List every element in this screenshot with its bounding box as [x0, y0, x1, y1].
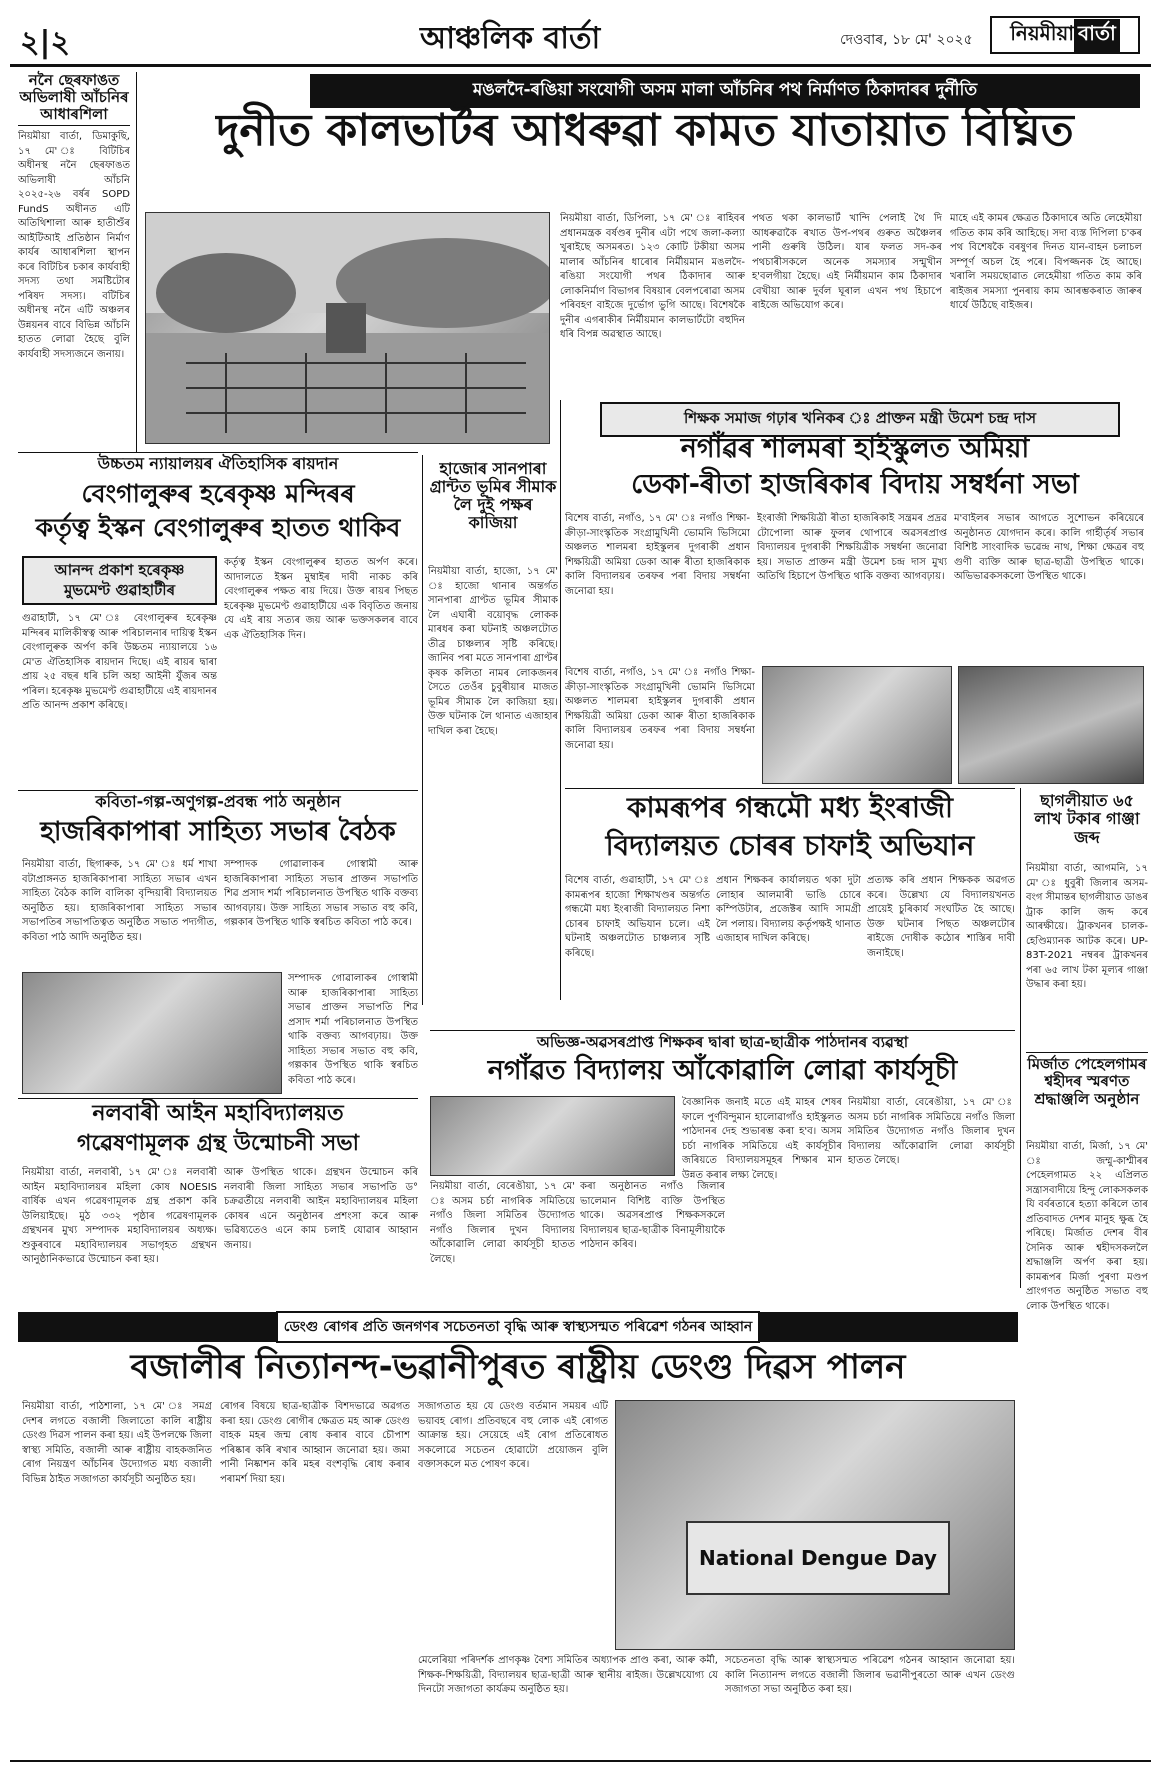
school-headline: নগাঁৱত বিদ্যালয় আঁকোৱালি লোৱা কাৰ্যসূচী [487, 1055, 958, 1086]
sahitya-col-1: নিয়মীয়া বাৰ্তা, ছিগাৰুক, ১৭ মে' ঃ ধৰ্ম শাখা বটাপ্ৰাঙ্গনত হাজৰিকাপাৰা সাহিত্য সভাৰ এখন সাহিত্য বৈঠক কালি বালিকা বৃন্দিয়াৰী বিদ্যালয়ত অনুষ্ঠিত হয়। হাজৰিকাপাৰা সাহিত্য সভাৰ সভাপতিৰ সভাপতিত্বত অনুষ্ঠিত সভাত পদ্যগীত, কবিতা পাঠ আদি অনুষ্ঠিত হয়। [22, 859, 217, 943]
school-col-3: বৈজ্ঞানিক জনাই মতে এই মাহৰ শেষৰ ফালে পুৰ্ণবিন্দুমান হালোৱাগাঁও হাইস্কুলত পাঠদানৰ দেহ শুভাৰম্ভ কৰা হ'ব। অসম চৰ্চা নাগৰিক সমিতিয়ে এই কাৰ্যসূচীৰ জৰিয়তে বিদ্যালয়সমূহৰ শিক্ষাৰ মান উন্নত কৰাৰ লক্ষ্য লৈছে। [682, 1097, 842, 1181]
iskcon-subhead: আনন্দ প্ৰকাশ হৰেকৃষ্ণ মুভমেণ্ট গুৱাহাটীৰ [22, 556, 217, 605]
iskcon-headline-2: কৰ্তৃত্ব ইস্কন বেংগালুৰুৰ হাতত থাকিব [35, 513, 401, 542]
dengue-banner-bar [18, 1312, 1018, 1342]
ganja-headline: ছাগলীয়াত ৬৫ লাখ টকাৰ গাঞ্জা জব্দ [1034, 791, 1140, 847]
top-banner: মঙলদৈ-ৰঙিয়া সংযোগী অসম মালা আঁচনিৰ পথ নিৰ্মাণত ঠিকাদাৰৰ দুৰ্নীতি [310, 74, 1140, 108]
section-rule [565, 788, 1015, 789]
iskcon-headline-1: বেংগালুৰুৰ হৰেকৃষ্ণ মন্দিৰৰ [81, 479, 355, 508]
masthead-rule [10, 64, 1151, 67]
lead-col-1: নিয়মীয়া বাৰ্তা, ডিপিলা, ১৭ মে' ঃ ৰাহিবৰ প্ৰধানমন্ত্ৰক বৰ্ষণ্ডৰ দুনীৰ এটা পথে জলা-কল্যা খুৰাইছে অসমৰত। ১২৩ কোটি টকীয়া অসম মালাৰ আঁচনিৰ ধাৰোৰ নিৰ্মীয়মান মঙলদৈ-ৰঙিয়া সংযোগী পথৰ ঠিকাদাৰ আৰু লোকনিৰ্মাণ বিভাগৰ বিষয়াৰ বেলপৰোৱা অসম পৰিবহণ বাইজে দুৰ্ভোগ ভুগি আছে। বিশেষকৈ দুনীৰ এগৰাকীৰ নিৰ্মীয়মান কালভাৰ্টটো বহুদিন ধৰি বিপন্ন অৱস্থাত আছে। [560, 213, 745, 340]
section-rule [18, 1098, 418, 1099]
school-col-4: নিয়মীয়া বাৰ্তা, বেৰেঙীয়া, ১৭ মে' ঃ অসম চৰ্চা নাগৰিক সমিতিয়ে নগাঁও জিলা সমিতিৰ উদ্যোগত নগাঁও জিলাৰ দুখন বিদ্যালয় আঁকোৱালি লোৱা কাৰ্যসূচী হাতত লৈছে। [848, 1097, 1015, 1166]
section-rule [18, 452, 418, 453]
dengue-caption-left: মেলেৰিয়া পৰিদৰ্শক প্ৰাণকৃষ্ণ বৈশ্য সমিতিৰ অধ্যাপক প্ৰাণ্ড কৰা, আৰু কৰ্মী, শিক্ষক-শিক্ষয়িত্ৰী, বিদ্যালয়ৰ ছাত্ৰ-ছাত্ৰী আৰু স্থানীয় ৰাইজ। উল্লেখযোগ্য যে দিনটো সজাগতা কাৰ্যক্ৰম অনুষ্ঠিত হয়। [418, 1655, 718, 1695]
iskcon-overline: উচ্চতম ন্যায়ালয়ৰ ঐতিহাসিক ৰায়দান [97, 454, 339, 473]
dengue-day-banner: National Dengue Day [686, 1521, 950, 1595]
ganja-body: নিয়মীয়া বাৰ্তা, আগমনি, ১৭ মে' ঃ ধুবুৰী জিলাৰ অসম-বংগ সীমান্তৰ ছাগলীয়াত ডাঙৰ ট্ৰাক কালি জব্দ কৰে আৰক্ষীয়ে। ট্ৰাকখনৰ চালক-হেণ্ডিম্যানক আটক কৰে। UP-83T-2021 নম্বৰৰ ট্ৰাকখনৰ পৰা ৬৫ লাখ টকা মূল্যৰ গাঞ্জা উদ্ধাৰ কৰা হয়। [1026, 863, 1148, 990]
teacher-banner: শিক্ষক সমাজ গঢ়াৰ খনিকৰ ঃ প্ৰাক্তন মন্ত্ৰী উমেশ চন্দ্ৰ দাস [600, 402, 1120, 437]
kamrup-headline-2: বিদ্যালয়ত চোৰৰ চাফাই অভিযান [605, 829, 975, 862]
section-rule [18, 790, 418, 791]
nalbari-headline-2: গৱেষণামূলক গ্ৰন্থ উন্মোচনী সভা [77, 1131, 359, 1156]
hazo-headline: হাজোৰ সানপাৰা গ্ৰান্টত ভূমিৰ সীমাক লৈ দুই পক্ষৰ কাজিয়া [429, 459, 557, 532]
sahitya-overline: কবিতা-গল্প-অণুগল্প-প্ৰবন্ধ পাঠ অনুষ্ঠান [95, 792, 341, 811]
logo-text-a: নিয়মীয়া [1010, 20, 1075, 45]
school-col-2: কৰা অনুষ্ঠানত নগাঁও জিলাৰ ভালেমান বিশিষ্ট ব্যক্তি উপস্থিত থাকে। অৱসৰপ্ৰাপ্ত শিক্ষকসকলে বিদ্যালয়ৰ ছাত্ৰ-ছাত্ৰীক বিনামূলীয়াকৈ পাঠদান কৰিব। [580, 1181, 725, 1250]
dengue-headline: বজালীৰ নিত্যানন্দ-ভৱানীপুৰত ৰাষ্ট্ৰীয় ডেংগু দিৱস পালন [130, 1347, 906, 1387]
section-rule [430, 1030, 1015, 1031]
nalbari-headline-1: নলবাৰী আইন মহাবিদ্যালয়ত [92, 1101, 344, 1126]
column-divider [422, 455, 423, 1005]
dengue-col-2: ৰোগৰ বিষয়ে ছাত্ৰ-ছাত্ৰীক বিশদভাৱে অৱগত কৰা হয়। ডেংগু ৰোগীৰ ক্ষেত্ৰত মহ আৰু ডেংগু বাহক মহৰ জন্ম ৰোধ কৰাৰ বাবে চৌপাশ পৰিষ্কাৰ কৰি ৰখাৰ আহ্বান জনোৱা হয়। জমা পানী নিষ্কাশন কৰি মহৰ বংশবৃদ্ধি ৰোধ কৰাৰ পৰামৰ্শ দিয়া হয়। [220, 1401, 410, 1485]
page-number: ২|২ [20, 25, 70, 60]
kamrup-col-2: প্ৰধান শিক্ষকৰ কাৰ্যালয়ত থকা দুটা লোহাৰ আলমাৰী ভাঙি চোৰে কম্পিউটাৰ, প্ৰজেক্টৰ আদি সামগ্ৰী লৈ পলায়। বিদ্যালয় কৰ্তৃপক্ষই থানাত এজাহাৰ দাখিল কৰিছে। [716, 875, 861, 944]
kamrup-col-1: বিশেষ বাৰ্তা, গুৱাহাটী, ১৭ মে' ঃ কামৰূপৰ হাজো শিক্ষাখণ্ডৰ অন্তৰ্গত গন্ধমৌ মধ্য ইংৰাজী বিদ্যালয়ত নিশা চোৰৰ চাফাই অভিযান চলে। এই ঘটনাই অঞ্চলটোত চাঞ্চল্যৰ সৃষ্টি কৰিছে। [565, 875, 710, 959]
column-divider [560, 400, 561, 1000]
farewell-photo-1 [762, 666, 952, 784]
nalbari-col-1: নিয়মীয়া বাৰ্তা, নলবাৰী, ১৭ মে' ঃ নলবাৰী আইন মহাবিদ্যালয়ৰ মহিলা কোষ NOESIS বাৰ্ষিক এখন গৱেষণামূলক গ্ৰন্থ প্ৰকাশ কৰি উলিয়াইছে। মুঠ ৩৩২ পৃষ্ঠাৰ গৱেষণামূলক গ্ৰন্থখনৰ মুখ্য সম্পাদক মহাবিদ্যালয়ৰ অধ্যক্ষ। শুকুৰবাৰে মহাবিদ্যালয়ৰ সভাগৃহত গ্ৰন্থখন আনুষ্ঠানিকভাৱে উন্মোচন কৰা হয়। [22, 1167, 217, 1265]
dengue-col-3: সজাগতাত হয় যে ডেংগু বৰ্তমান সময়ৰ এটি ভয়াবহ ৰোগ। প্ৰতিবছৰে বহু লোক এই ৰোগত আক্ৰান্ত হয়। সেয়েহে এই ৰোগ প্ৰতিৰোধত সকলোৱে সচেতন হোৱাটো প্ৰয়োজন বুলি বক্তাসকলে মত পোষণ কৰে। [418, 1401, 608, 1470]
sahitya-headline: হাজৰিকাপাৰা সাহিত্য সভাৰ বৈঠক [40, 817, 396, 847]
iskcon-col-1: গুৱাহাটী, ১৭ মে' ঃ বেংগালুৰুৰ হৰেকৃষ্ণ মন্দিৰৰ মালিকীস্বত্ব আৰু পৰিচালনাৰ দায়িত্ব ইস্কন বেংগালুৰুক অৰ্পণ কৰি উচ্চতম ন্যায়ালয়ে ১৬ মে'ত ঐতিহাসিক ৰায়দান দিছে। এই ৰায়ৰ দ্বাৰা প্ৰায় ২৫ বছৰ ধৰি চলি অহা আইনী যুঁজৰ অন্ত পৰিল। হৰেকৃষ্ণ মুভমেণ্ট গুৱাহাটীয়ে এই ৰায়দানৰ প্ৰতি আনন্দ প্ৰকাশ কৰিছে। [22, 613, 217, 711]
dengue-col-1: নিয়মীয়া বাৰ্তা, পাঠশালা, ১৭ মে' ঃ সমগ্ৰ দেশৰ লগতে বজালী জিলাতো কালি ৰাষ্ট্ৰীয় ডেংগু দিৱস পালন কৰা হয়। এই উপলক্ষে জিলা স্বাস্থ্য সমিতি, বজালী আৰু ৰাষ্ট্ৰীয় বাহকজনিত ৰোগ নিয়ন্ত্ৰণ আঁচনিৰ উদ্যোগত মধ্য বজালী বিভিন্ন ঠাইত সজাগতা কাৰ্যসূচী অনুষ্ঠিত হয়। [22, 1401, 212, 1485]
nonoi-body: নিয়মীয়া বাৰ্তা, ডিমাকুছি, ১৭ মে' ঃ বিটিচিৰ অধীনস্থ ননৈ ছেৰফাঙত অভিলাষী আঁচনি ২০২৫-২৬ বৰ্ষৰ SOPD FundS অধীনত এটি অতিথিশালা আৰু হাতীশুঁৰ আইটিআই প্ৰতিষ্ঠান নিৰ্মাণ কাৰ্যৰ আধাৰশিলা স্থাপন কৰে বিটিচিৰ চকাৰ কাৰ্যবাহী সদস্য তথা সমষ্টিটোৰ পৰিষদ সদস্য। বটিচিৰ অধীনস্থ ননৈ এটি অঞ্চলৰ উন্নয়নৰ বাবে বিভিন্ন আঁচনি হাতত লোৱা হৈছে বুলি কাৰ্যবাহী সদস্যজনে জনায়। [18, 131, 130, 360]
column-divider [1020, 788, 1021, 1288]
column-divider [136, 72, 137, 452]
iskcon-col-2: কৰ্তৃত্ব ইস্কন বেংগালুৰুৰ হাতত অৰ্পণ কৰে। আদালতে ইস্কন মুম্বাইৰ দাবী নাকচ কৰি বেংগালুৰুৰ পক্ষত ৰায় দিয়ে। উক্ত ৰায়ৰ পিছত হৰেকৃষ্ণ মুভমেণ্ট গুৱাহাটীয়ে এক বিবৃতিত জনায় যে এই ৰায় সত্যৰ জয় আৰু ভক্তসকলৰ বাবে এক ঐতিহাসিক দিন। [224, 557, 418, 641]
school-col-1: নিয়মীয়া বাৰ্তা, বেৰেঙীয়া, ১৭ মে' ঃ অসম চৰ্চা নাগৰিক সমিতিয়ে নগাঁও জিলা সমিতিৰ উদ্যোগত নগাঁও জিলাৰ দুখন বিদ্যালয় আঁকোৱালি লোৱা কাৰ্যসূচী হাতত লৈছে। [430, 1181, 575, 1265]
farewell-headline-1: নগাঁৱৰ শালমৰা হাইস্কুলত অমিয়া [680, 433, 1030, 464]
nonoi-headline-2: অভিলাষী আঁচনিৰ [19, 87, 129, 106]
nonoi-headline-3: আধাৰশিলা [18, 106, 130, 127]
farewell-col-1: বিশেষ বাৰ্তা, নগাঁও, ১৭ মে' ঃ নগাঁও শিক্ষা-ক্ৰীড়া-সাংস্কৃতিক সংগ্ৰামুখিনী ভোমনি ভিসিমো অঞ্চলত শালমৰা হাইস্কুলৰ দুগৰাকী প্ৰধান শিক্ষয়িত্ৰী অমিয়া ডেকা আৰু ৰীতা হাজৰিকাক কালি বিদ্যালয়ৰ তৰফৰ পৰা বিদায় সম্বৰ্ধনা জনোৱা হয়। [565, 513, 750, 597]
farewell-photo-2 [958, 666, 1144, 784]
footer-rule [10, 1760, 1151, 1762]
sahitya-col-2: সম্পাদক গোৱালাকৰ গোস্বামী আৰু হাজৰিকাপাৰা সাহিত্য সভাৰ প্ৰাক্তন সভাপতি শিৱ প্ৰসাদ শৰ্মা পৰিচালনাত উপস্থিত থাকি বক্তব্য আগবঢ়ায়। উক্ত সাহিত্য সভাৰ সভাত বহু কবি, গল্পকাৰ উপস্থিত থাকি স্বৰচিত কবিতা পাঠ কৰে। [224, 859, 418, 928]
sahitya-col-3: সম্পাদক গোৱালাকৰ গোস্বামী আৰু হাজৰিকাপাৰা সাহিত্য সভাৰ প্ৰাক্তন সভাপতি শিৱ প্ৰসাদ শৰ্মা পৰিচালনাত উপস্থিত থাকি বক্তব্য আগবঢ়ায়। উক্ত সাহিত্য সভাৰ সভাত বহু কবি, গল্পকাৰ উপস্থিত থাকি স্বৰচিত কবিতা পাঠ কৰে। [288, 973, 418, 1086]
logo-text-b: বাৰ্তা [1074, 19, 1120, 52]
hazo-body: নিয়মীয়া বাৰ্তা, হাজো, ১৭ মে' ঃ হাজো থানাৰ অন্তৰ্গত সানপাৰা গ্ৰাণ্টত ভূমিৰ সীমাক লৈ এঘাৰী বয়োবৃদ্ধ লোকক মাৰধৰ কৰা ঘটনাই অঞ্চলটোত তীব্ৰ চাঞ্চল্যৰ সৃষ্টি কৰিছে। জানিব পৰা মতে সানপাৰা গ্ৰাণ্টৰ কৃষক কলিতা নামৰ লোকজনৰ সৈতে তেওঁৰ চুবুৰীয়াৰ মাজত ভূমিৰ সীমাক লৈ কাজিয়া হয়। উক্ত ঘটনাক লৈ থানাত এজাহাৰ দাখিল কৰা হৈছে। [428, 566, 558, 737]
dengue-caption-right: সচেতনতা বৃদ্ধি আৰু স্বাস্থ্যসন্মত পৰিৱেশ গঠনৰ আহ্বান জনোৱা হয়। কালি নিত্যানন্দ লগতে বজালী জিলাৰ ভৱানীপুৰতো আৰু এখন ডেংগু সজাগতা সভা অনুষ্ঠিত কৰা হয়। [725, 1655, 1015, 1695]
farewell-col-3: ম'বাইলৰ সভাৰ আগতে সুশোভন কৰিয়েৰে অনুষ্ঠানত যোগদান কৰে। কালি গাৰ্হীৰ্তৃৰ্ষ সভাৰ বিশিষ্ট সাংবাদিক ভৱেন্দ্ৰ নাথ, শিক্ষা ক্ষেত্ৰৰ বহু গুণী ব্যক্তি আৰু ছাত্ৰ-ছাত্ৰী উপস্থিত থাকে। অভিভাৱকসকলো উপস্থিত থাকে। [954, 513, 1144, 582]
farewell-headline-2: ডেকা-ৰীতা হাজৰিকাৰ বিদায় সম্বৰ্ধনা সভা [631, 469, 1079, 500]
dengue-banner: ডেংগু ৰোগৰ প্ৰতি জনগণৰ সচেতনতা বৃদ্ধি আৰু স্বাস্থ্যসন্মত পৰিৱেশ গঠনৰ আহ্বান [276, 1311, 760, 1343]
lead-col-2: পথত থকা কালভাৰ্ট খান্দি পেলাই থৈ দি আধৰুৱাকৈ ৰখাত উপ-পথৰ গুৰুত অঞ্চৈলৰ পানী গুৰুষি উঠিল। যাৰ ফলত সদ-কৰ পথচাৰীসকলে অনেক সমস্যাৰ সন্মুখীন হ'বলগীয়া হৈছে। এই নিৰ্মীয়মান কাম ঠিকাদাৰ বেখীয়া আৰু দুৰ্বল ঘূৰাল এখন পথ হিচাপে ৰাইজে অভিযোগ কৰে। [752, 213, 942, 311]
farewell-col-1b: বিশেষ বাৰ্তা, নগাঁও, ১৭ মে' ঃ নগাঁও শিক্ষা-ক্ৰীড়া-সাংস্কৃতিক সংগ্ৰামুখিনী ভোমনি ভিসিমো অঞ্চলত শালমৰা হাইস্কুলৰ দুগৰাকী প্ৰধান শিক্ষয়িত্ৰী অমিয়া ডেকা আৰু ৰীতা হাজৰিকাক কালি বিদ্যালয়ৰ তৰফৰ পৰা বিদায় সম্বৰ্ধনা জনোৱা হয়। [565, 667, 755, 751]
nonoi-headline-1: ননৈ ছেৰফাঙত [28, 71, 120, 89]
issue-date: দেওবাৰ, ১৮ মে' ২০২৫ [840, 32, 973, 48]
culvert-photo [145, 212, 550, 444]
section-title: আঞ্চলিক বাৰ্তা [420, 21, 601, 56]
mirza-body: নিয়মীয়া বাৰ্তা, মিৰ্জা, ১৭ মে' ঃ জম্মু-কাশ্মীৰৰ পেহেলগামত ২২ এপ্ৰিলত সন্ত্ৰাসবাদীয়ে হিন্দু লোকসকলক যি বৰ্বৰতাৰে হত্যা কৰিলে তাৰ প্ৰতিবাদত দেশৰ মানুহ ক্ষুব্ধ হৈ পৰিছে। মিৰ্জাত দেশৰ বীৰ সৈনিক আৰু শ্বহীদসকললৈ শ্ৰদ্ধাঞ্জলি অৰ্পণ কৰা হয়। কামৰূপৰ মিৰ্জা পুৰণা মণ্ডপ প্ৰাংগণত অনুষ্ঠিত সভাত বহু লোক উপস্থিত থাকে। [1026, 1141, 1148, 1312]
lead-col-3: মাহে এই কামৰ ক্ষেত্ৰত ঠিকাদাৰে অতি লেহেমীয়া গতিত কাম কৰি আহিছে। সদা ব্যস্ত দিপিলা চ'কৰ পথ বিশেষকৈ বৰষুণৰ দিনত যান-বাহন চলাচল সম্পূৰ্ণ অচল হৈ পৰে। বিপজ্জনক হৈ আছে। খৰালি সময়ছোৱাত লেহেমীয়া গতিত কাম কৰি ৰাইজৰ সমস্যা পুনৰায় কাম আৰম্ভকৰাত জাৰুৰ ধাৰ্যে উঠিছে বাইজৰ। [950, 213, 1142, 311]
nalbari-col-2: আৰু উপস্থিত থাকে। গ্ৰন্থখন উন্মোচন কৰি নলবাৰী জিলা সাহিত্য সভাৰ সভাপতি ড° চক্ৰৱৰ্তীয়ে নলবাৰী আইন মহাবিদ্যালয়ৰ মহিলা কোষৰ এনে অনুষ্ঠানৰ প্ৰশংসা কৰে আৰু ভৱিষ্যতেও এনে কাম চলাই যোৱাৰ আহ্বান জনায়। [224, 1167, 418, 1251]
dengue-photo [615, 1400, 1015, 1650]
sahitya-photo [22, 972, 282, 1094]
mirza-headline: মিৰ্জাত পেহেলগামৰ শ্বহীদৰ স্মৰণত শ্ৰদ্ধাঞ্জলি অনুষ্ঠান [1027, 1055, 1147, 1108]
culvert-illustration [146, 213, 550, 444]
farewell-col-2: ইংৰাজী শিক্ষয়িত্ৰী ৰীতা হাজৰিকাই সন্ত্ৰমৰ প্ৰদ্ৰৱ টোপোলা আৰু ফুলৰ থোপাৰে অৱসৰপ্ৰাপ্ত বিদ্যালয়ৰ দুগৰাকী শিক্ষয়িত্ৰীক সম্বৰ্ধনা জনোৱা হয়। সভাত প্ৰাক্তন মন্ত্ৰী উমেশ চন্দ্ৰ দাস মুখ্য অতিথি হিচাপে উপস্থিত থাকি বক্তব্য আগবঢ়ায়। [757, 513, 947, 582]
school-photo [430, 1096, 675, 1176]
kamrup-col-3: প্ৰত্যক্ষ কৰি প্ৰধান শিক্ষকক অৱগত কৰে। উল্লেখ্য যে বিদ্যালয়খনত প্ৰায়েই চুৰিকাৰ্য সংঘটিত হৈ আছে। উক্ত ঘটনাৰ পিছত অঞ্চলটোৰ ৰাইজে দোষীক কঠোৰ শাস্তিৰ দাবী জনাইছে। [867, 875, 1015, 959]
nonoi-story [18, 72, 130, 430]
newspaper-logo [990, 16, 1140, 54]
lead-headline: দুনীত কালভাৰ্টৰ আধৰুৱা কামত যাতায়াত বিঘ্নিত [216, 105, 1074, 156]
school-overline: অভিজ্ঞ-অৱসৰপ্ৰাপ্ত শিক্ষকৰ দ্বাৰা ছাত্ৰ-ছাত্ৰীক পাঠদানৰ ব্যৱস্থা [536, 1033, 909, 1051]
section-rule [1026, 1052, 1148, 1053]
kamrup-headline-1: কামৰূপৰ গন্ধমৌ মধ্য ইংৰাজী [626, 791, 954, 824]
